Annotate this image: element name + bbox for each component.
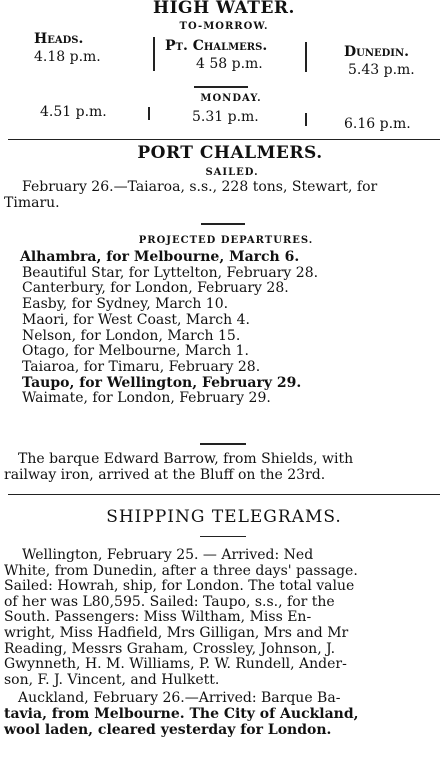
list-item: Beautiful Star, for Lyttelton, February 28. (22, 264, 319, 281)
telegram-line: Sailed: Howrah, ship, for London. The total value (4, 578, 355, 595)
list-item: Nelson, for London, March 15. (22, 327, 241, 344)
list-item: Waimate, for London, February 29. (22, 390, 271, 407)
monday-time-chalmers: 5.31 p.m. (192, 109, 259, 125)
telegram-line: of her was L80,595. Sailed: Taupo, s.s., for the (4, 593, 335, 610)
departures-list (20, 250, 318, 407)
list-item: Easby, for Sydney, March 10. (22, 296, 229, 313)
divider-dash (200, 443, 246, 445)
place-heads: Heads. (34, 31, 84, 47)
place-port-chalmers: Pt. Chalmers. (165, 38, 268, 54)
column-divider (148, 107, 150, 120)
section-rule (8, 139, 440, 140)
tomorrow-time-heads: 4.18 p.m. (34, 49, 101, 65)
list-item: Maori, for West Coast, March 4. (22, 311, 250, 328)
wellington-telegram (4, 548, 358, 688)
column-divider (305, 113, 307, 126)
shipping-telegrams-title: SHIPPING TELEGRAMS. (106, 507, 342, 527)
auckland-telegram (4, 690, 359, 738)
sailed-entry: February 26.—Taiaroa, s.s., 228 tons, Stewart, for (22, 179, 378, 195)
projected-departures-label: PROJECTED DEPARTURES. (138, 235, 314, 246)
monday-label: MONDAY. (200, 93, 262, 104)
telegram-line: Wellington, February 25. — Arrived: Ned (22, 547, 314, 563)
telegram-line: South. Passengers: Miss Wiltham, Miss En- (4, 609, 312, 626)
sailed-label: SAILED. (205, 167, 259, 178)
telegram-line: tavia, from Melbourne. The City of Auckland, (4, 706, 359, 722)
port-chalmers-title: PORT CHALMERS. (137, 143, 323, 163)
telegram-line: Auckland, February 26.—Arrived: Barque Ba- (18, 690, 341, 706)
telegram-line: wright, Miss Hadfield, Mrs Gilligan, Mrs and Mr (4, 624, 349, 641)
telegram-line: Gwynneth, H. M. Williams, P. W. Rundell, Ander- (4, 656, 347, 673)
place-dunedin: Dunedin. (344, 44, 409, 60)
divider-dash (200, 536, 246, 537)
telegram-line: Reading, Messrs Graham, Crossley, Johnson, J. (4, 640, 336, 657)
list-item: Alhambra, for Melbourne, March 6. (20, 249, 300, 265)
divider-dash (201, 223, 245, 225)
column-divider (153, 37, 155, 71)
list-item: Otago, for Melbourne, March 1. (22, 343, 249, 360)
monday-time-dunedin: 6.16 p.m. (344, 116, 411, 132)
high-water-title: HIGH WATER. (153, 0, 295, 18)
tomorrow-time-dunedin: 5.43 p.m. (348, 62, 415, 78)
telegram-line: White, from Dunedin, after a three days' passage. (4, 562, 358, 579)
column-divider (305, 42, 307, 72)
monday-time-heads: 4.51 p.m. (40, 104, 107, 120)
divider-dash (194, 86, 248, 88)
list-item: Canterbury, for London, February 28. (22, 280, 289, 297)
sailed-entry-cont: Timaru. (4, 195, 60, 211)
tomorrow-time-chalmers: 4 58 p.m. (196, 56, 263, 72)
telegram-line: son, F. J. Vincent, and Hulkett. (4, 671, 220, 688)
tomorrow-label: TO-MORROW. (179, 21, 269, 32)
barque-note-cont: railway iron, arrived at the Bluff on the 23rd. (4, 467, 326, 483)
barque-note: The barque Edward Barrow, from Shields, with (18, 451, 354, 467)
list-item: Taiaroa, for Timaru, February 28. (22, 358, 261, 375)
list-item: Taupo, for Wellington, February 29. (22, 374, 302, 391)
telegram-line: wool laden, cleared yesterday for London. (4, 722, 332, 738)
section-rule (8, 494, 440, 495)
